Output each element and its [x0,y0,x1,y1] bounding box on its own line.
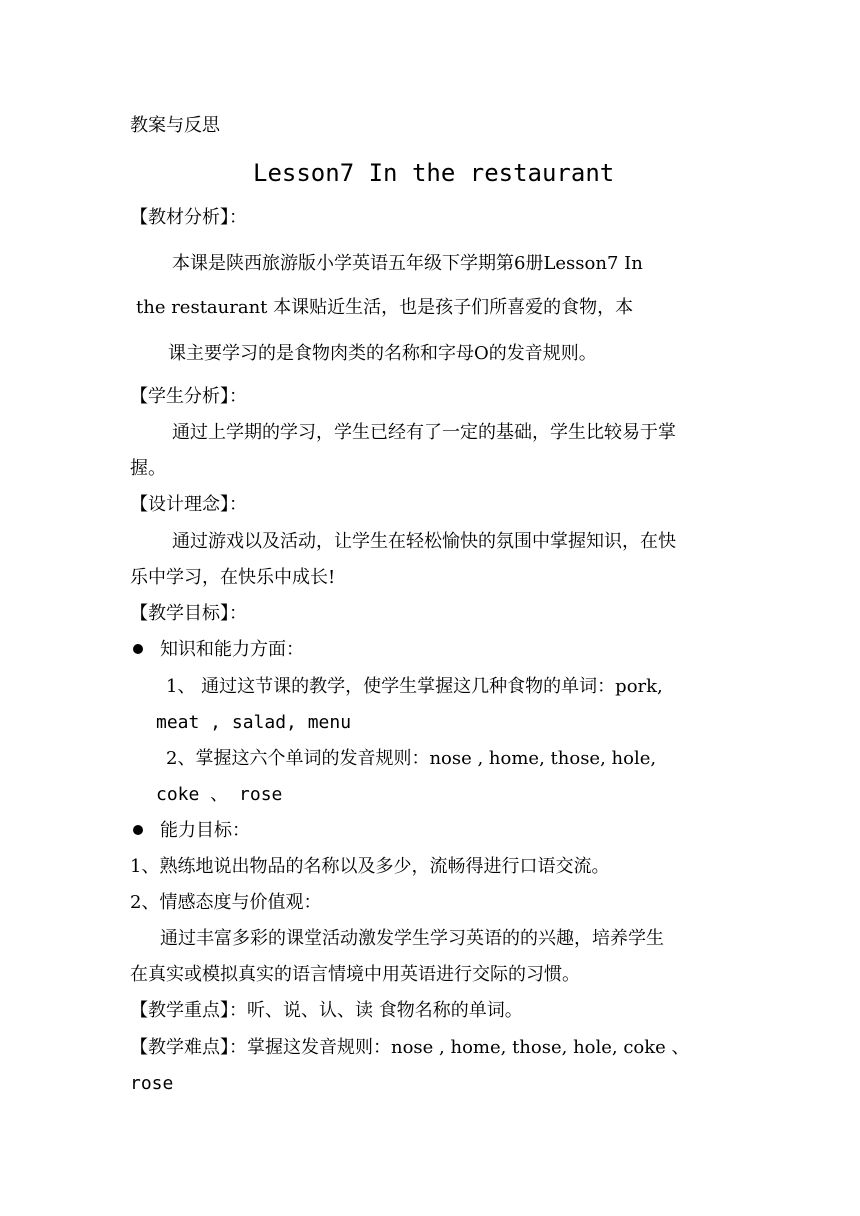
difficulties [130,1036,690,1060]
design-concept-line-2: 乐中学习，在快乐中成长! [130,567,336,588]
key-points [130,999,523,1023]
bullet-icon [133,825,143,835]
material-analysis-line-1: 本课是陕西旅游版小学英语五年级下学期第6册Lesson7 In [172,253,643,274]
key-points-text: ：听、说、认、读 食物名称的单词。 [229,1000,523,1021]
knowledge-ability-title: 知识和能力方面： [160,639,304,660]
student-analysis-heading: 【学生分析】： [130,386,247,407]
ability-body-line-1: 通过丰富多彩的课堂活动激发学生学习英语的的兴趣，培养学生 [160,928,664,949]
material-analysis-heading: 【教材分析】： [130,207,247,228]
doc-header: 教案与反思 [130,115,220,136]
student-analysis-line-1: 通过上学期的学习，学生已经有了一定的基础，学生比较易于掌 [172,422,676,443]
knowledge-item-2-line-2: coke 、 rose [156,784,283,805]
difficulties-line-2: rose [130,1073,174,1094]
knowledge-item-1-line-2: meat , salad, menu [156,712,352,733]
teaching-goals-heading: 【教学目标】： [130,603,247,624]
difficulties-heading: 【教学难点】 [130,1037,229,1058]
design-concept-line-1: 通过游戏以及活动，让学生在轻松愉快的氛围中掌握知识，在快 [172,531,676,552]
ability-goals-title: 能力目标： [160,820,250,841]
bullet-icon [133,644,143,654]
design-concept-heading: 【设计理念】： [130,494,247,515]
lesson-title: Lesson7 In the restaurant [253,159,615,187]
ability-item-2: 2、情感态度与价值观： [130,892,322,913]
ability-item-1: 1、熟练地说出物品的名称以及多少，流畅得进行口语交流。 [130,856,610,877]
student-analysis-line-2: 握。 [130,458,166,479]
key-points-heading: 【教学重点】 [130,1000,229,1021]
difficulties-line-1: ：掌握这发音规则：nose , home, those, hole, coke 、 [229,1037,690,1058]
knowledge-item-1-line-1: 1、 通过这节课的教学，使学生掌握这几种食物的单词：pork, [166,676,663,697]
material-analysis-line-2: the restaurant 本课贴近生活，也是孩子们所喜爱的食物，本 [136,297,634,318]
material-analysis-line-3: 课主要学习的是食物肉类的名称和字母O的发音规则。 [168,343,597,364]
ability-body-line-2: 在真实或模拟真实的语言情境中用英语进行交际的习惯。 [130,964,580,985]
knowledge-item-2-line-1: 2、掌握这六个单词的发音规则：nose , home, those, hole, [166,748,657,769]
